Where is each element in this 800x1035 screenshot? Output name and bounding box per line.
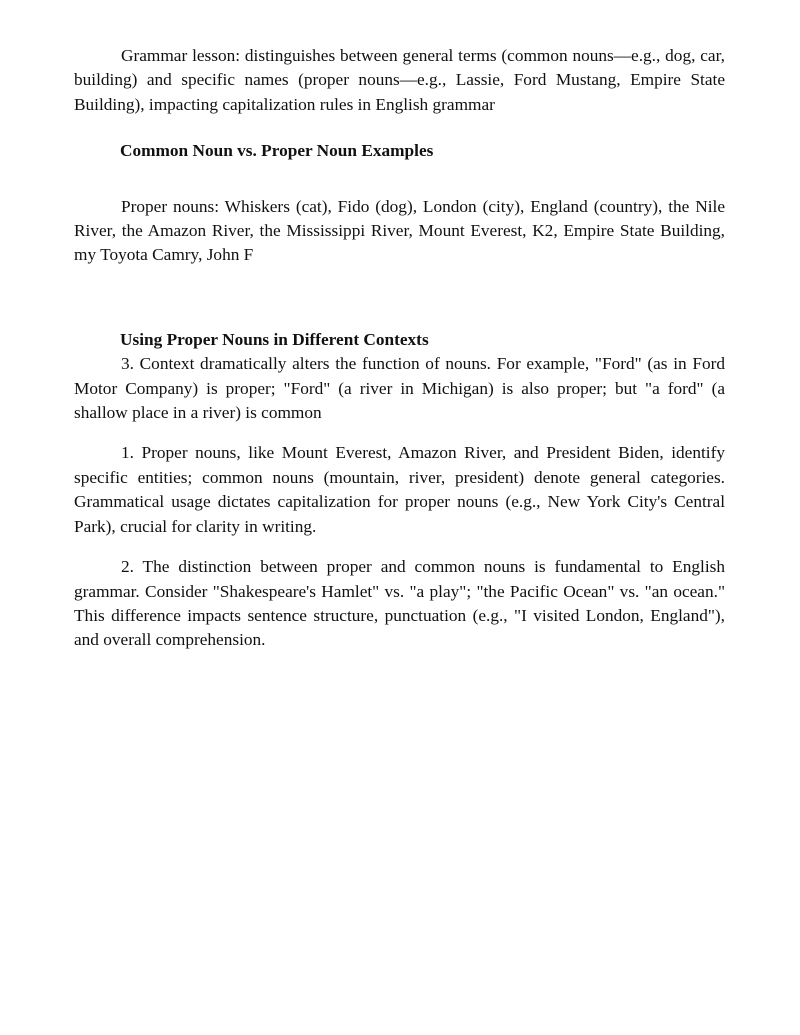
document-page <box>74 44 725 653</box>
point-paragraph-2: 2. The distinction between proper and common nouns is fundamental to English grammar. Consider "Shakespeare's Hamlet" vs. "a play"; "the Pacific Ocean" vs. "an ocean." This difference impacts sentence structure, punctuation (e.g., "I visited London, England"), and overall comprehension. <box>74 557 725 650</box>
proper-nouns-paragraph: Proper nouns: Whiskers (cat), Fido (dog), London (city), England (country), the Nile River, the Amazon River, the Mississippi River, Mount Everest, K2, Empire State Building, my Toyota Camry, John F <box>74 196 725 265</box>
section-heading-examples: Common Noun vs. Proper Noun Examples <box>120 141 434 161</box>
point-paragraph-1: 1. Proper nouns, like Mount Everest, Amazon River, and President Biden, identify specific entities; common nouns (mountain, river, president) denote general categories. Grammatical usage dictates capitalization for proper nouns (e.g., New York City's Central Park), crucial for clarity in writing. <box>74 443 725 536</box>
section-heading-contexts: Using Proper Nouns in Different Contexts <box>120 329 429 349</box>
intro-paragraph: Grammar lesson: distinguishes between general terms (common nouns—e.g., dog, car, building) and specific names (proper nouns—e.g., Lassie, Ford Mustang, Empire State Building), impacting capitalization rules in English grammar <box>74 46 725 114</box>
context-paragraph-3: 3. Context dramatically alters the function of nouns. For example, "Ford" (as in Ford Motor Company) is proper; "Ford" (a river in Michigan) is also proper; but "a ford" (a shallow place in a river) is common <box>74 354 725 423</box>
